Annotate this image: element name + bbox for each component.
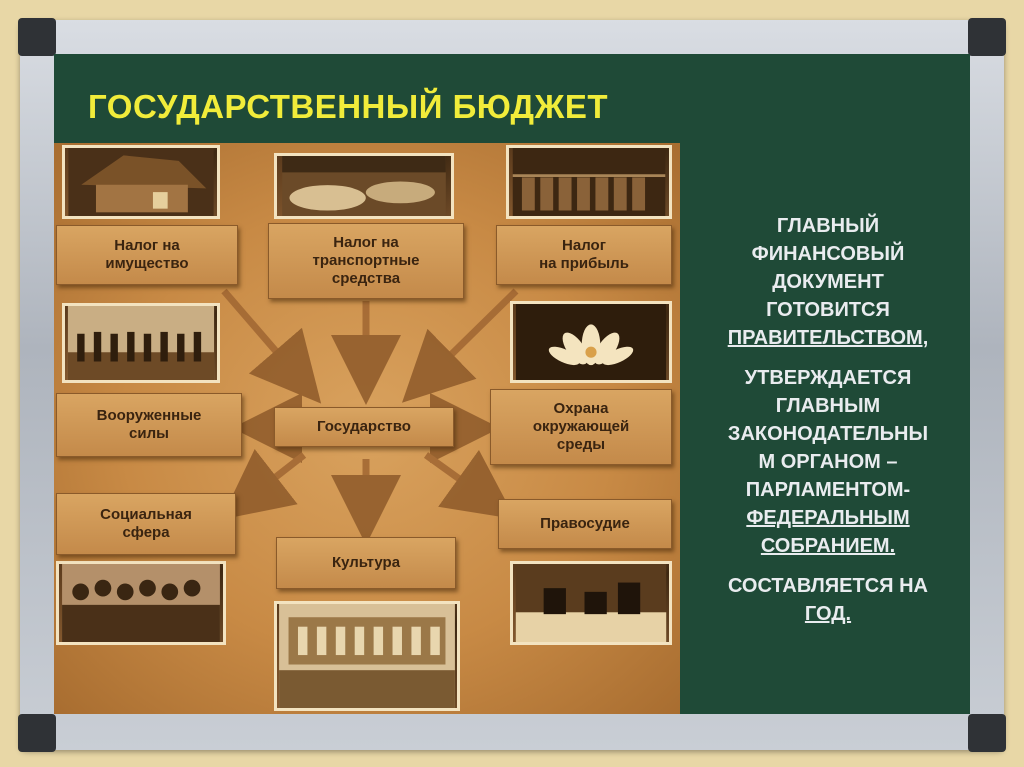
budget-diagram — [54, 143, 680, 714]
water-lily-photo — [510, 301, 672, 383]
frame-corner-top-right — [968, 18, 1006, 56]
text-line: ГЛАВНЫЙ — [776, 215, 880, 237]
frame-corner-bottom-left — [18, 714, 56, 752]
text-line: ЗАКОНОДАТЕЛЬНЫ — [727, 423, 929, 445]
text-line-underlined: СОБРАНИЕМ. — [760, 535, 896, 557]
text-line: ПАРЛАМЕНТОМ- — [745, 479, 911, 501]
text-line: М ОРГАНОМ – — [758, 451, 898, 473]
box-armed-forces: Вооруженные силы — [56, 393, 242, 457]
cars-photo — [274, 153, 454, 219]
soldiers-photo — [62, 303, 220, 383]
house-photo — [62, 145, 220, 219]
text-line: ГЛАВНЫМ — [775, 395, 881, 417]
text-line: ФИНАНСОВЫЙ — [751, 243, 905, 265]
frame-corner-top-left — [18, 18, 56, 56]
arrow-state-to-social — [232, 455, 304, 511]
text-line-underlined: ГОД. — [804, 603, 852, 625]
palace-photo — [274, 601, 460, 711]
arrow-profit-to-state — [412, 291, 516, 393]
slide-title: ГОСУДАРСТВЕННЫЙ БЮДЖЕТ — [88, 88, 609, 125]
text-line: СОСТАВЛЯЕТСЯ НА — [727, 575, 929, 597]
box-culture: Культура — [276, 537, 456, 589]
clothes-photo — [506, 145, 672, 219]
box-justice: Правосудие — [498, 499, 672, 549]
text-line-underlined: ФЕДЕРАЛЬНЫМ — [746, 507, 910, 529]
arrow-property-to-state — [224, 291, 312, 393]
veterans-photo — [56, 561, 226, 645]
budget-definition-text — [690, 212, 966, 628]
box-social: Социальная сфера — [56, 493, 236, 555]
box-property-tax: Налог на имущество — [56, 225, 238, 285]
frame-corner-bottom-right — [968, 714, 1006, 752]
box-transport-tax: Налог на транспортные средства — [268, 223, 464, 299]
box-state: Государство — [274, 407, 454, 447]
text-line: ГОТОВИТСЯ — [766, 299, 890, 321]
text-line-underlined: ПРАВИТЕЛЬСТВОМ, — [727, 327, 929, 349]
text-line: ДОКУМЕНТ — [772, 271, 884, 293]
box-environment: Охрана окружающей среды — [490, 389, 672, 465]
box-profit-tax: Налог на прибыль — [496, 225, 672, 285]
courtroom-photo — [510, 561, 672, 645]
text-line: УТВЕРЖДАЕТСЯ — [744, 367, 912, 389]
